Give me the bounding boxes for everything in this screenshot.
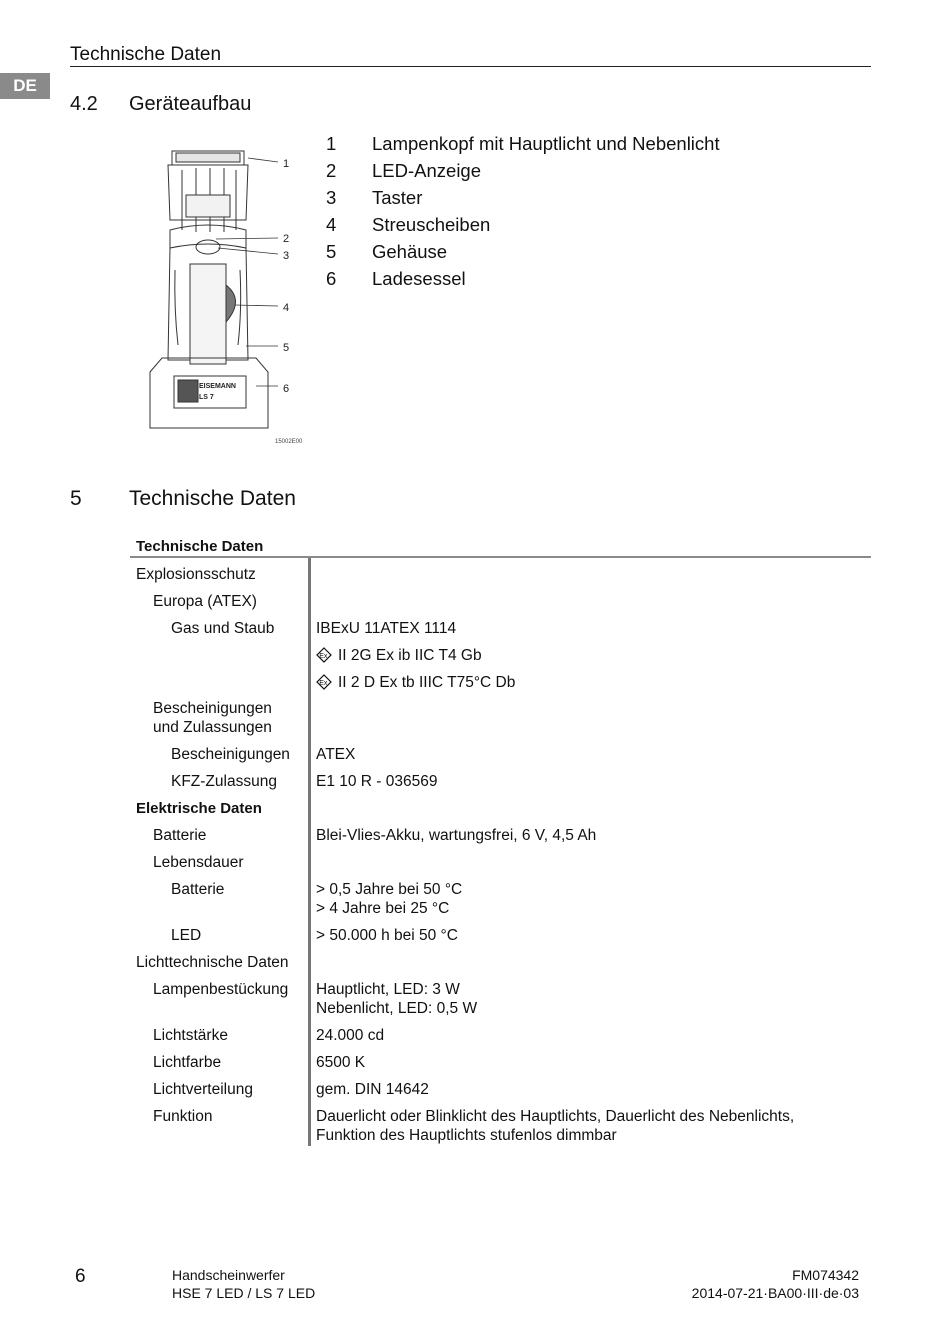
row-label: Lichttechnische Daten xyxy=(136,954,289,971)
row-value-line2: > 4 Jahre bei 25 °C xyxy=(316,900,450,917)
row-value: ATEX xyxy=(316,746,356,763)
legend-label: LED-Anzeige xyxy=(372,160,482,181)
row-value-with-ex xyxy=(316,646,482,665)
row-value-line2: Nebenlicht, LED: 0,5 W xyxy=(316,1000,478,1017)
legend-number: 1 xyxy=(326,133,337,154)
footer-product-line2: HSE 7 LED / LS 7 LED xyxy=(172,1285,316,1301)
row-label: Lichtstärke xyxy=(153,1027,228,1044)
row-value: > 0,5 Jahre bei 50 °C xyxy=(316,881,463,898)
callout-1: 1 xyxy=(283,158,290,170)
row-label: LED xyxy=(171,927,202,944)
legend-number: 3 xyxy=(326,187,337,208)
running-title: Technische Daten xyxy=(70,44,222,65)
device-figure xyxy=(130,140,315,450)
callout-5: 5 xyxy=(283,342,290,354)
legend-label: Streuscheiben xyxy=(372,214,491,235)
row-value: Blei-Vlies-Akku, wartungsfrei, 6 V, 4,5 Ah xyxy=(316,827,597,844)
model-label: LS 7 xyxy=(199,394,214,401)
row-label: Gas und Staub xyxy=(171,620,275,637)
row-value: Hauptlicht, LED: 3 W xyxy=(316,981,460,998)
row-label: Batterie xyxy=(153,827,207,844)
row-value: IBExU 11ATEX 1114 xyxy=(316,620,457,637)
section-5-number: 5 xyxy=(70,487,82,510)
row-group-label: Elektrische Daten xyxy=(136,800,262,817)
callout-3: 3 xyxy=(283,250,290,262)
row-value: Dauerlicht oder Blinklicht des Hauptlichts, Dauerlicht des Nebenlichts, xyxy=(316,1108,795,1125)
language-tab: DE xyxy=(0,73,50,99)
callout-6: 6 xyxy=(283,383,290,395)
footer-document-info xyxy=(692,1266,859,1302)
legend-label: Gehäuse xyxy=(372,241,448,262)
ex-marking-text: II 2 D Ex tb IIIC T75°C Db xyxy=(338,674,516,691)
row-label: Europa (ATEX) xyxy=(153,593,257,610)
diffuser-window xyxy=(226,285,236,322)
button-symbol xyxy=(196,240,220,254)
brand-label: EISEMANN xyxy=(199,383,236,390)
legend-number: 4 xyxy=(326,214,337,235)
header-rule xyxy=(70,66,871,67)
row-label: Lichtfarbe xyxy=(153,1054,222,1071)
section-4-2-title: Geräteaufbau xyxy=(129,93,252,115)
row-label: Explosionsschutz xyxy=(136,566,256,583)
row-label: Lichtverteilung xyxy=(153,1081,253,1098)
row-label: Lebensdauer xyxy=(153,854,244,871)
ex-mark-icon xyxy=(316,647,332,663)
ex-marking-text: II 2G Ex ib IIC T4 Gb xyxy=(338,647,482,664)
row-value-with-ex xyxy=(316,673,515,692)
row-label: Bescheinigungen xyxy=(153,700,272,717)
figure-code: 15002E00 xyxy=(275,439,303,445)
section-4-2-number: 4.2 xyxy=(70,93,98,115)
legend-label: Lampenkopf mit Hauptlicht und Nebenlicht xyxy=(372,133,720,154)
row-value: 6500 K xyxy=(316,1054,366,1071)
legend-number: 2 xyxy=(326,160,337,181)
svg-text:Ex: Ex xyxy=(319,680,328,687)
table-caption: Technische Daten xyxy=(136,538,264,555)
row-label: KFZ-Zulassung xyxy=(171,773,277,790)
svg-text:Ex: Ex xyxy=(319,653,328,660)
callout-2: 2 xyxy=(283,233,290,245)
callout-4: 4 xyxy=(283,302,290,314)
row-value: E1 10 R - 036569 xyxy=(316,773,438,790)
document-id: FM074342 xyxy=(792,1267,859,1283)
section-5-title: Technische Daten xyxy=(129,487,296,510)
legend-number: 6 xyxy=(326,268,337,289)
legend-label: Ladesessel xyxy=(372,268,466,289)
page-number: 6 xyxy=(75,1266,86,1287)
legend-number: 5 xyxy=(326,241,337,262)
footer-product-line1: Handscheinwerfer xyxy=(172,1267,285,1283)
table-top-rule xyxy=(130,556,871,558)
legend-label: Taster xyxy=(372,187,423,208)
row-label: Bescheinigungen xyxy=(171,746,290,763)
row-label: Batterie xyxy=(171,881,225,898)
row-label: Funktion xyxy=(153,1108,213,1125)
document-version: 2014-07-21·BA00·III·de·03 xyxy=(691,1285,859,1301)
row-label-line2: und Zulassungen xyxy=(153,719,272,736)
row-value: > 50.000 h bei 50 °C xyxy=(316,927,458,944)
row-value: 24.000 cd xyxy=(316,1027,385,1044)
ex-mark-icon xyxy=(316,674,332,690)
table-column-divider xyxy=(308,558,311,1146)
footer-product xyxy=(172,1266,315,1302)
row-label: Lampenbestückung xyxy=(153,981,289,998)
row-value: gem. DIN 14642 xyxy=(316,1081,429,1098)
row-value-line2: Funktion des Hauptlichts stufenlos dimmbar xyxy=(316,1127,617,1144)
